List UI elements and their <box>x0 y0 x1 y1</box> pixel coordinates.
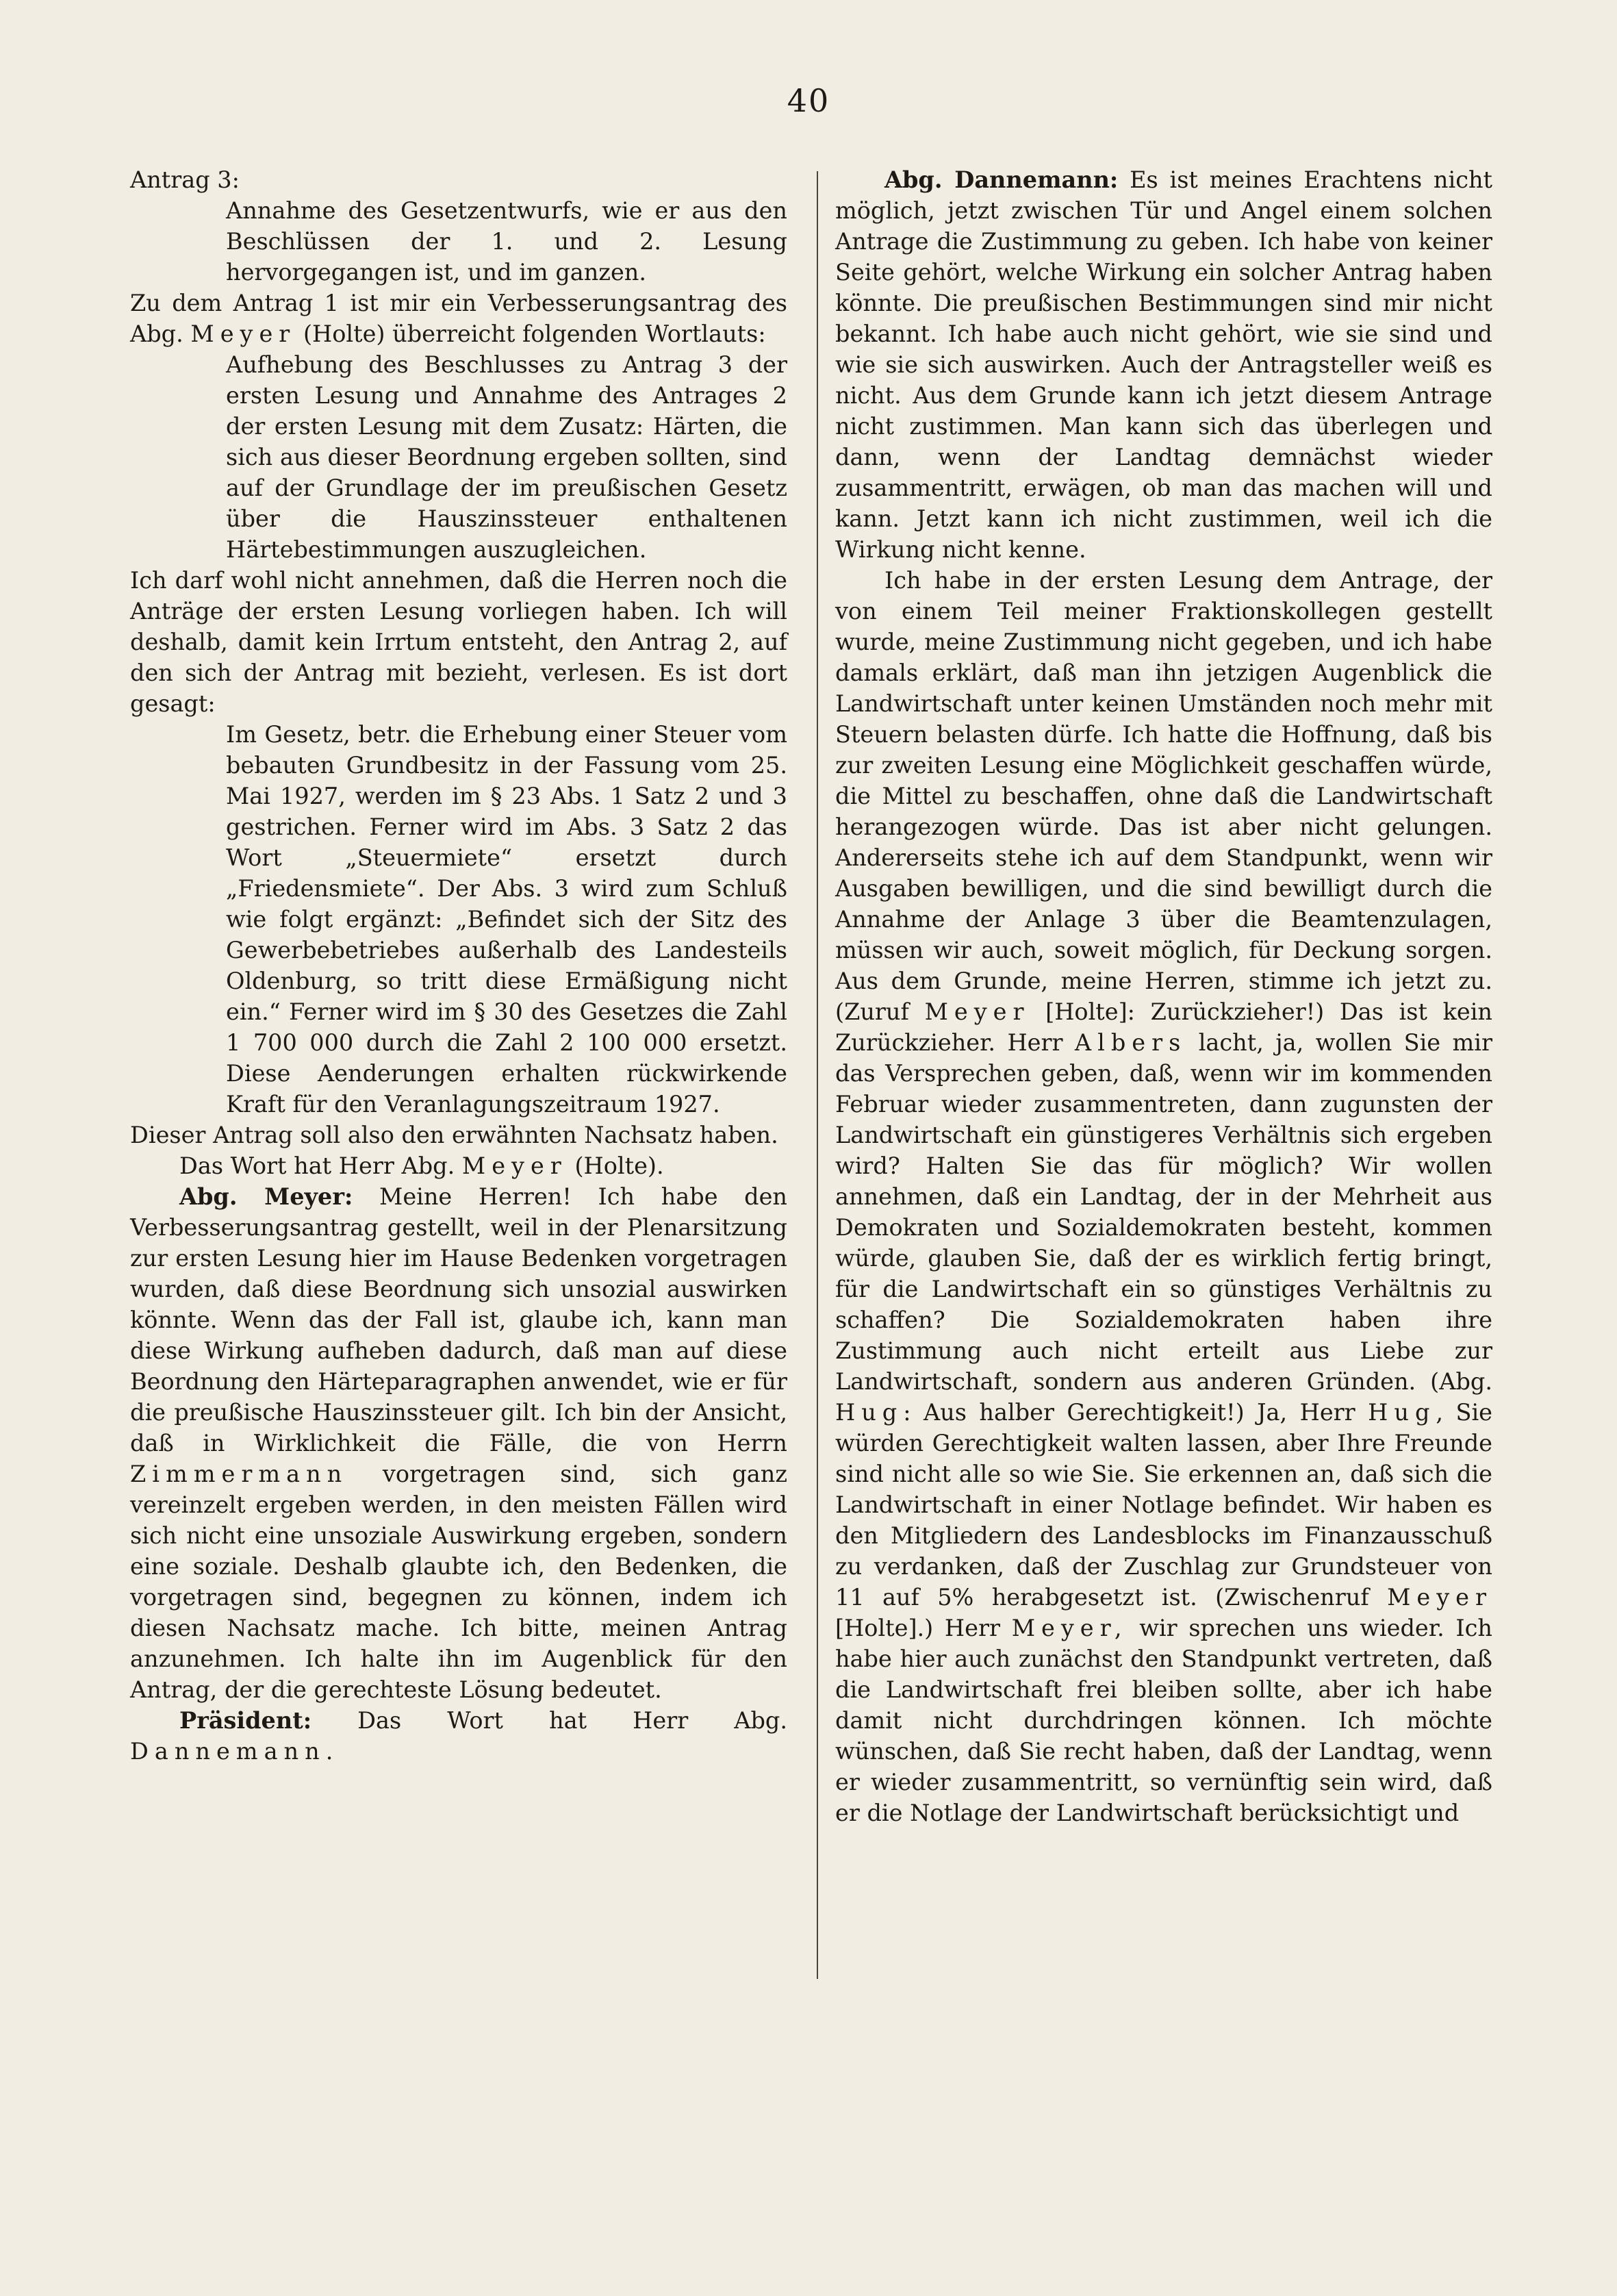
text-run: Das Wort hat Herr Abg. <box>179 1152 455 1179</box>
text-run: (Holte) überreicht folgenden Wortlauts: <box>303 320 766 347</box>
page-number: 40 <box>787 82 830 119</box>
speech-dannemann-continued <box>835 565 1492 1828</box>
column-divider <box>817 171 818 1979</box>
speaker-name: Meyer <box>461 1152 568 1179</box>
text-run: , Sie würden Gerechtigkeit walten lassen, aber Ihre Freunde sind nicht alle so wie Sie. Sie erkennen an, daß sich die Landwirtschaft in einer Notlage befindet. Wir haben es den Mitgliedern des Landesblocks im Finanzausschuß zu verdanken, daß der Zuschlag zur Grundsteuer von 11 auf 5% herabgesetzt ist. (Zwischenruf <box>835 1399 1492 1611</box>
speaker-label: Präsident: <box>179 1707 312 1734</box>
speaker-label: Abg. Meyer: <box>179 1183 353 1210</box>
paragraph <box>130 288 787 349</box>
text-run: [Holte]: Zurückzieher!) Das ist kein Zurückzieher. Herr <box>835 998 1492 1056</box>
left-column <box>130 164 787 1767</box>
speaker-label: Abg. Dannemann: <box>884 166 1119 193</box>
paragraph: Dieser Antrag soll also den erwähnten Nachsatz haben. <box>130 1122 778 1148</box>
text-run: Meine Herren! Ich habe den Verbesserungsantrag gestellt, weil in der Plenarsitzung zur ersten Lesung hier im Hause Bedenken vorgetragen wurden, daß diese Beordnung sich unsozial auswirken könnte. Wenn das der Fall ist, glaube ich, kann man diese Wirkung aufheben dadurch, daß man auf diese Beordnung den Härteparagraphen anwendet, wie er für die preußische Hauszinssteuer gilt. Ich bin der Ansicht, daß in Wirklichkeit die Fälle, die von Herrn <box>130 1183 788 1456</box>
text-run: Ich habe in der ersten Lesung dem Antrage, der von einem Teil meiner Fraktionskollegen gestellt wurde, meine Zustimmung nicht gegeben, und ich habe damals erklärt, daß man ihn jetzigen Augenblick die Landwirtschaft unter keinen Umständen noch mehr mit Steuern belasten dürfe. Ich hatte die Hoffnung, daß bis zur zweiten Lesung eine Möglichkeit geschaffen würde, die Mittel zu beschaffen, ohne daß die Landwirtschaft herangezogen würde. Das ist aber nicht gelungen. Andererseits stehe ich auf dem Standpunkt, wenn wir Ausgaben bewilligen, und die sind bewilligt durch die Annahme der Anlage 3 über die Beamtenzulagen, müssen wir auch, soweit möglich, für Deckung sorgen. Aus dem Grunde, meine Herren, stimme ich jetzt zu. (Zuruf <box>835 567 1492 1025</box>
speaker-name: Meyer, <box>1011 1615 1128 1641</box>
text-run: Es ist meines Erachtens nicht möglich, jetzt zwischen Tür und Angel einem solchen Antrage die Zustimmung zu geben. Ich habe von keiner Seite gehört, welche Wirkung ein solcher Antrag haben könnte. Die preußischen Bestimmungen sind mir nicht bekannt. Ich habe auch nicht gehört, wie sie sind und wie sie sich auswirken. Auch der Antragsteller weiß es nicht. Aus dem Grunde kann ich jetzt diesem Antrage nicht zustimmen. Man kann sich das überlegen und dann, wenn der Landtag demnächst wieder zusammentritt, erwägen, ob man das machen will und kann. Jetzt kann ich nicht zustimmen, weil ich die Wirkung nicht kenne. <box>835 166 1493 563</box>
speaker-name: Albers <box>1074 1029 1187 1056</box>
speaker-name: Meyer <box>924 998 1030 1025</box>
speech-dannemann <box>835 164 1492 565</box>
text-run: lacht, ja, wollen Sie mir das Versprechen geben, daß, wenn wir im kommenden Februar wieder zusammentreten, dann zugunsten der Landwirtschaft ein günstigeres Verhältnis sich ergeben wird? Halten Sie das für möglich? Wir wollen annehmen, daß ein Landtag, der in der Mehrheit aus Demokraten und Sozialdemokraten besteht, kommen würde, glauben Sie, daß der es wirklich fertig bringt, für die Landwirtschaft ein so günstiges Verhältnis zu schaffen? Die Sozialdemokraten haben ihre Zustimmung auch nicht erteilt aus Liebe zur Landwirtschaft, sondern aus anderen Gründen. (Abg. <box>835 1029 1493 1395</box>
quoted-amendment: Aufhebung des Beschlusses zu Antrag 3 der ersten Lesung und Annahme des Antrages 2 der ersten Lesung mit dem Zusatz: Härten, die sich aus dieser Beordnung ergeben sollten, sind auf der Grundlage der im preußischen Gesetz über die Hauszinssteuer enthaltenen Härtebestimmungen auszugleichen. <box>226 351 787 563</box>
quoted-antrag-2: Im Gesetz, betr. die Erhebung einer Steuer vom bebauten Grundbesitz in der Fassung vom 25. Mai 1927, werden im § 23 Abs. 1 Satz 2 und 3 gestrichen. Ferner wird im Abs. 3 Satz 2 das Wort „Steuermiete“ ersetzt durch „Friedensmiete“. Der Abs. 3 wird zum Schluß wie folgt ergänzt: „Befindet sich der Sitz des Gewerbebetriebes außerhalb des Landesteils Oldenburg, so tritt diese Ermäßigung nicht ein.“ Ferner wird im § 30 des Gesetzes die Zahl 1 700 000 durch die Zahl 2 100 000 ersetzt. Diese Aenderungen erhalten rückwirkende Kraft für den Veranlagungszeitraum 1927. <box>226 721 787 1118</box>
speaker-name: Dannemann. <box>130 1738 340 1765</box>
antrag-3-text: Annahme des Gesetzentwurfs, wie er aus den Beschlüssen der 1. und 2. Lesung hervorgegangen ist, und im ganzen. <box>226 197 787 286</box>
speaker-name: Hug <box>835 1399 904 1426</box>
text-run: [Holte].) Herr <box>835 1615 1000 1641</box>
speaker-name: Hug <box>1368 1399 1436 1426</box>
text-run: : Aus halber Gerechtigkeit!) Ja, Herr <box>903 1399 1355 1426</box>
text-run: (Holte). <box>574 1152 664 1179</box>
paragraph <box>130 1150 787 1181</box>
text-run: vorgetragen sind, sich ganz vereinzelt ergeben werden, in den meisten Fällen wird sich nicht eine unsoziale Auswirkung ergeben, sondern eine soziale. Deshalb glaubte ich, den Bedenken, die vorgetragen sind, begegnen zu können, indem ich diesen Nachsatz mache. Ich bitte, meinen Antrag anzunehmen. Ich halte ihn im Augenblick für den Antrag, der die gerechteste Lösung bedeutet. <box>130 1461 787 1703</box>
right-column <box>835 164 1492 1828</box>
antrag-3-label: Antrag 3: <box>130 166 240 193</box>
president-statement <box>130 1705 787 1767</box>
speech-meyer <box>130 1181 787 1705</box>
speaker-name: Meyer <box>190 320 296 347</box>
paragraph: Ich darf wohl nicht annehmen, daß die Herren noch die Anträge der ersten Lesung vorliegen haben. Ich will deshalb, damit kein Irrtum entsteht, den Antrag 2, auf den sich der Antrag mit bezieht, verlesen. Es ist dort gesagt: <box>130 567 787 717</box>
text-run: Das Wort hat Herr Abg. <box>357 1707 787 1734</box>
text-run: wir sprechen uns wieder. Ich habe hier auch zunächst den Standpunkt vertreten, daß die Landwirtschaft frei bleiben sollte, aber ich habe damit nicht durchdringen können. Ich möchte wünschen, daß Sie recht haben, daß der Landtag, wenn er wieder zusammentritt, so vernünftig sein wird, daß er die Notlage der Landwirtschaft berücksichtigt und <box>835 1615 1492 1826</box>
text-run: Zu dem Antrag 1 ist mir ein Verbesserungsantrag des Abg. <box>130 290 787 347</box>
speaker-name: Zimmermann <box>130 1461 348 1487</box>
speaker-name: Meyer <box>1387 1584 1492 1611</box>
